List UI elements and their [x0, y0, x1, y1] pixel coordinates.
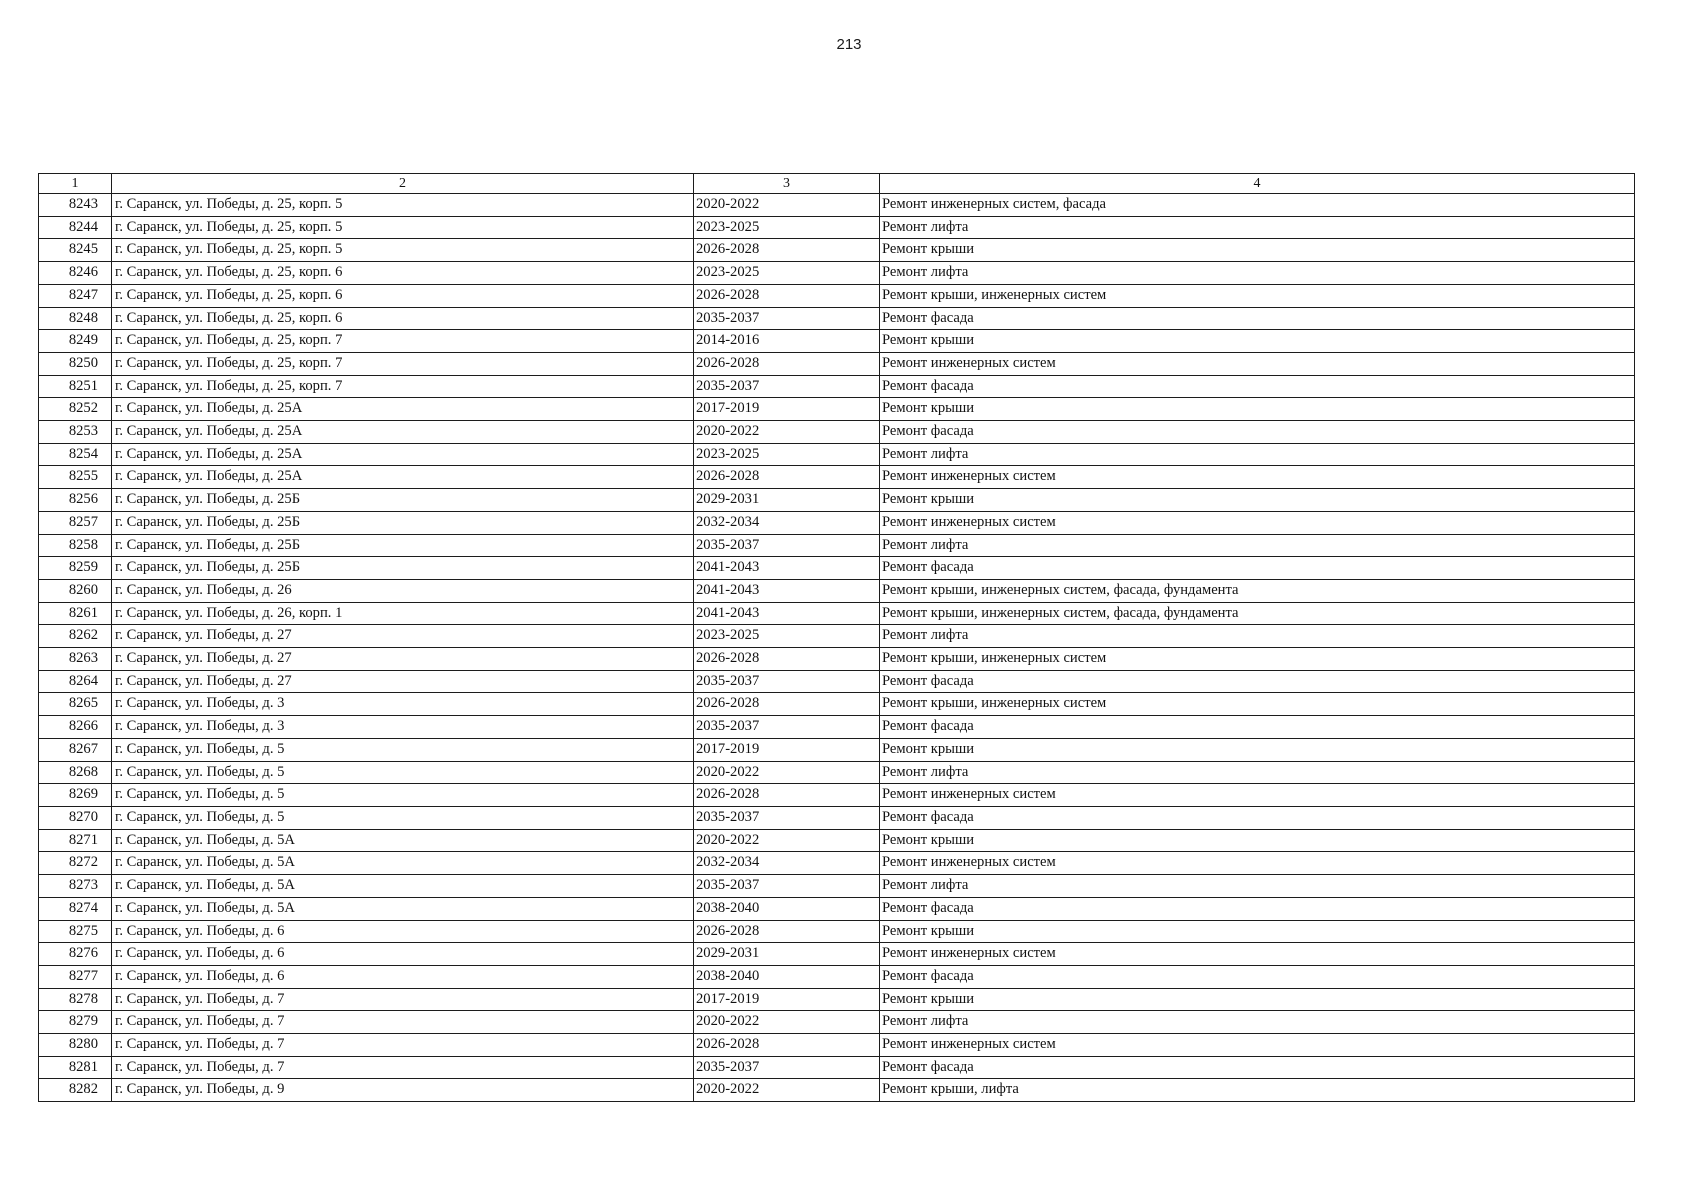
cell-number: 8252: [39, 398, 112, 421]
cell-period: 2041-2043: [694, 602, 880, 625]
cell-address: г. Саранск, ул. Победы, д. 25Б: [112, 534, 694, 557]
cell-address: г. Саранск, ул. Победы, д. 25, корп. 6: [112, 284, 694, 307]
cell-period: 2035-2037: [694, 1056, 880, 1079]
cell-number: 8258: [39, 534, 112, 557]
cell-number: 8269: [39, 784, 112, 807]
cell-work-type: Ремонт лифта: [880, 875, 1635, 898]
cell-work-type: Ремонт лифта: [880, 443, 1635, 466]
cell-period: 2029-2031: [694, 489, 880, 512]
cell-work-type: Ремонт лифта: [880, 534, 1635, 557]
cell-number: 8261: [39, 602, 112, 625]
cell-address: г. Саранск, ул. Победы, д. 25, корп. 5: [112, 216, 694, 239]
cell-work-type: Ремонт лифта: [880, 1011, 1635, 1034]
cell-address: г. Саранск, ул. Победы, д. 5А: [112, 829, 694, 852]
cell-address: г. Саранск, ул. Победы, д. 9: [112, 1079, 694, 1102]
page-number: 213: [836, 36, 862, 53]
cell-work-type: Ремонт инженерных систем: [880, 1034, 1635, 1057]
cell-work-type: Ремонт инженерных систем: [880, 466, 1635, 489]
cell-number: 8277: [39, 965, 112, 988]
cell-period: 2035-2037: [694, 875, 880, 898]
cell-work-type: Ремонт крыши, инженерных систем: [880, 284, 1635, 307]
cell-number: 8244: [39, 216, 112, 239]
table-row: [39, 806, 1635, 829]
cell-work-type: Ремонт лифта: [880, 625, 1635, 648]
table-row: [39, 557, 1635, 580]
cell-period: 2020-2022: [694, 761, 880, 784]
cell-number: 8265: [39, 693, 112, 716]
table-row: [39, 579, 1635, 602]
table-row: [39, 511, 1635, 534]
cell-period: 2032-2034: [694, 511, 880, 534]
cell-number: 8275: [39, 920, 112, 943]
cell-address: г. Саранск, ул. Победы, д. 25, корп. 7: [112, 375, 694, 398]
cell-address: г. Саранск, ул. Победы, д. 25Б: [112, 511, 694, 534]
cell-period: 2026-2028: [694, 648, 880, 671]
table-row: [39, 489, 1635, 512]
cell-period: 2020-2022: [694, 421, 880, 444]
cell-number: 8245: [39, 239, 112, 262]
cell-number: 8262: [39, 625, 112, 648]
cell-work-type: Ремонт крыши: [880, 829, 1635, 852]
cell-number: 8259: [39, 557, 112, 580]
cell-work-type: Ремонт фасада: [880, 965, 1635, 988]
register-table-container: [38, 173, 1634, 1102]
column-header-address: 2: [112, 174, 694, 194]
cell-address: г. Саранск, ул. Победы, д. 26: [112, 579, 694, 602]
cell-number: 8256: [39, 489, 112, 512]
column-header-work-type: 4: [880, 174, 1635, 194]
cell-period: 2026-2028: [694, 239, 880, 262]
cell-address: г. Саранск, ул. Победы, д. 25Б: [112, 489, 694, 512]
cell-number: 8260: [39, 579, 112, 602]
cell-number: 8243: [39, 194, 112, 217]
column-header-number: 1: [39, 174, 112, 194]
cell-period: 2038-2040: [694, 897, 880, 920]
cell-address: г. Саранск, ул. Победы, д. 6: [112, 943, 694, 966]
cell-work-type: Ремонт фасада: [880, 307, 1635, 330]
cell-work-type: Ремонт крыши: [880, 239, 1635, 262]
cell-period: 2023-2025: [694, 443, 880, 466]
cell-address: г. Саранск, ул. Победы, д. 27: [112, 648, 694, 671]
cell-period: 2026-2028: [694, 284, 880, 307]
cell-work-type: Ремонт фасада: [880, 1056, 1635, 1079]
register-table: [38, 173, 1635, 1102]
cell-period: 2020-2022: [694, 829, 880, 852]
cell-work-type: Ремонт инженерных систем: [880, 943, 1635, 966]
cell-work-type: Ремонт крыши, инженерных систем: [880, 648, 1635, 671]
cell-period: 2035-2037: [694, 534, 880, 557]
cell-number: 8274: [39, 897, 112, 920]
cell-work-type: Ремонт крыши, инженерных систем, фасада, фундамента: [880, 579, 1635, 602]
cell-period: 2017-2019: [694, 988, 880, 1011]
cell-address: г. Саранск, ул. Победы, д. 27: [112, 625, 694, 648]
cell-number: 8246: [39, 262, 112, 285]
table-row: [39, 284, 1635, 307]
cell-number: 8271: [39, 829, 112, 852]
table-row: [39, 534, 1635, 557]
table-row: [39, 1011, 1635, 1034]
cell-address: г. Саранск, ул. Победы, д. 25, корп. 6: [112, 307, 694, 330]
cell-number: 8278: [39, 988, 112, 1011]
table-row: [39, 829, 1635, 852]
table-row: [39, 920, 1635, 943]
cell-address: г. Саранск, ул. Победы, д. 6: [112, 965, 694, 988]
table-row: [39, 761, 1635, 784]
cell-period: 2035-2037: [694, 670, 880, 693]
cell-period: 2023-2025: [694, 625, 880, 648]
cell-number: 8282: [39, 1079, 112, 1102]
cell-work-type: Ремонт лифта: [880, 216, 1635, 239]
cell-period: 2020-2022: [694, 1079, 880, 1102]
cell-number: 8276: [39, 943, 112, 966]
cell-work-type: Ремонт инженерных систем: [880, 352, 1635, 375]
table-row: [39, 398, 1635, 421]
cell-number: 8281: [39, 1056, 112, 1079]
table-row: [39, 738, 1635, 761]
cell-period: 2029-2031: [694, 943, 880, 966]
cell-number: 8268: [39, 761, 112, 784]
cell-address: г. Саранск, ул. Победы, д. 25А: [112, 466, 694, 489]
cell-work-type: Ремонт крыши: [880, 398, 1635, 421]
cell-address: г. Саранск, ул. Победы, д. 25Б: [112, 557, 694, 580]
table-body: [39, 174, 1635, 1102]
table-row: [39, 852, 1635, 875]
table-row: [39, 716, 1635, 739]
cell-period: 2023-2025: [694, 216, 880, 239]
cell-period: 2017-2019: [694, 738, 880, 761]
cell-address: г. Саранск, ул. Победы, д. 5: [112, 806, 694, 829]
table-row: [39, 784, 1635, 807]
cell-number: 8266: [39, 716, 112, 739]
cell-address: г. Саранск, ул. Победы, д. 5: [112, 738, 694, 761]
cell-work-type: Ремонт фасада: [880, 716, 1635, 739]
table-row: [39, 352, 1635, 375]
table-row: [39, 443, 1635, 466]
cell-address: г. Саранск, ул. Победы, д. 25А: [112, 421, 694, 444]
cell-period: 2014-2016: [694, 330, 880, 353]
table-row: [39, 239, 1635, 262]
cell-period: 2035-2037: [694, 716, 880, 739]
cell-work-type: Ремонт крыши, инженерных систем, фасада, фундамента: [880, 602, 1635, 625]
cell-work-type: Ремонт инженерных систем, фасада: [880, 194, 1635, 217]
cell-address: г. Саранск, ул. Победы, д. 25А: [112, 398, 694, 421]
cell-period: 2026-2028: [694, 352, 880, 375]
cell-address: г. Саранск, ул. Победы, д. 25, корп. 5: [112, 239, 694, 262]
cell-number: 8257: [39, 511, 112, 534]
cell-number: 8247: [39, 284, 112, 307]
cell-work-type: Ремонт инженерных систем: [880, 852, 1635, 875]
cell-period: 2026-2028: [694, 693, 880, 716]
cell-period: 2026-2028: [694, 784, 880, 807]
table-row: [39, 875, 1635, 898]
cell-work-type: Ремонт фасада: [880, 897, 1635, 920]
cell-number: 8248: [39, 307, 112, 330]
cell-address: г. Саранск, ул. Победы, д. 7: [112, 1056, 694, 1079]
table-row: [39, 466, 1635, 489]
cell-work-type: Ремонт фасада: [880, 421, 1635, 444]
cell-address: г. Саранск, ул. Победы, д. 5А: [112, 875, 694, 898]
table-header-row: [39, 174, 1635, 194]
cell-number: 8249: [39, 330, 112, 353]
table-row: [39, 1079, 1635, 1102]
cell-address: г. Саранск, ул. Победы, д. 7: [112, 988, 694, 1011]
cell-work-type: Ремонт крыши, лифта: [880, 1079, 1635, 1102]
cell-address: г. Саранск, ул. Победы, д. 26, корп. 1: [112, 602, 694, 625]
cell-period: 2041-2043: [694, 557, 880, 580]
cell-period: 2032-2034: [694, 852, 880, 875]
cell-number: 8255: [39, 466, 112, 489]
table-row: [39, 943, 1635, 966]
cell-work-type: Ремонт крыши, инженерных систем: [880, 693, 1635, 716]
cell-period: 2026-2028: [694, 920, 880, 943]
table-row: [39, 194, 1635, 217]
table-row: [39, 216, 1635, 239]
table-row: [39, 330, 1635, 353]
cell-number: 8273: [39, 875, 112, 898]
cell-work-type: Ремонт лифта: [880, 761, 1635, 784]
table-row: [39, 965, 1635, 988]
cell-address: г. Саранск, ул. Победы, д. 5А: [112, 852, 694, 875]
cell-address: г. Саранск, ул. Победы, д. 5А: [112, 897, 694, 920]
table-row: [39, 988, 1635, 1011]
cell-address: г. Саранск, ул. Победы, д. 3: [112, 693, 694, 716]
cell-number: 8270: [39, 806, 112, 829]
cell-period: 2017-2019: [694, 398, 880, 421]
cell-address: г. Саранск, ул. Победы, д. 25, корп. 6: [112, 262, 694, 285]
table-row: [39, 648, 1635, 671]
cell-address: г. Саранск, ул. Победы, д. 7: [112, 1034, 694, 1057]
cell-work-type: Ремонт лифта: [880, 262, 1635, 285]
cell-address: г. Саранск, ул. Победы, д. 27: [112, 670, 694, 693]
cell-work-type: Ремонт инженерных систем: [880, 511, 1635, 534]
cell-work-type: Ремонт фасада: [880, 670, 1635, 693]
cell-period: 2041-2043: [694, 579, 880, 602]
cell-work-type: Ремонт крыши: [880, 489, 1635, 512]
table-row: [39, 307, 1635, 330]
table-row: [39, 625, 1635, 648]
cell-period: 2035-2037: [694, 806, 880, 829]
cell-work-type: Ремонт крыши: [880, 330, 1635, 353]
cell-number: 8279: [39, 1011, 112, 1034]
cell-work-type: Ремонт фасада: [880, 375, 1635, 398]
cell-work-type: Ремонт крыши: [880, 738, 1635, 761]
column-header-period: 3: [694, 174, 880, 194]
table-row: [39, 421, 1635, 444]
cell-address: г. Саранск, ул. Победы, д. 3: [112, 716, 694, 739]
cell-period: 2020-2022: [694, 194, 880, 217]
cell-address: г. Саранск, ул. Победы, д. 5: [112, 761, 694, 784]
cell-number: 8251: [39, 375, 112, 398]
cell-address: г. Саранск, ул. Победы, д. 5: [112, 784, 694, 807]
table-row: [39, 602, 1635, 625]
cell-address: г. Саранск, ул. Победы, д. 25, корп. 7: [112, 352, 694, 375]
cell-work-type: Ремонт крыши: [880, 920, 1635, 943]
table-row: [39, 693, 1635, 716]
cell-work-type: Ремонт фасада: [880, 806, 1635, 829]
cell-period: 2020-2022: [694, 1011, 880, 1034]
cell-number: 8253: [39, 421, 112, 444]
cell-period: 2035-2037: [694, 375, 880, 398]
cell-number: 8267: [39, 738, 112, 761]
cell-period: 2035-2037: [694, 307, 880, 330]
cell-period: 2023-2025: [694, 262, 880, 285]
cell-number: 8250: [39, 352, 112, 375]
cell-work-type: Ремонт инженерных систем: [880, 784, 1635, 807]
table-row: [39, 670, 1635, 693]
cell-address: г. Саранск, ул. Победы, д. 25, корп. 7: [112, 330, 694, 353]
cell-work-type: Ремонт крыши: [880, 988, 1635, 1011]
cell-number: 8272: [39, 852, 112, 875]
cell-address: г. Саранск, ул. Победы, д. 25, корп. 5: [112, 194, 694, 217]
cell-number: 8263: [39, 648, 112, 671]
table-row: [39, 262, 1635, 285]
cell-period: 2026-2028: [694, 1034, 880, 1057]
cell-address: г. Саранск, ул. Победы, д. 25А: [112, 443, 694, 466]
cell-address: г. Саранск, ул. Победы, д. 6: [112, 920, 694, 943]
cell-address: г. Саранск, ул. Победы, д. 7: [112, 1011, 694, 1034]
cell-period: 2026-2028: [694, 466, 880, 489]
cell-number: 8254: [39, 443, 112, 466]
table-row: [39, 375, 1635, 398]
cell-period: 2038-2040: [694, 965, 880, 988]
table-row: [39, 1056, 1635, 1079]
table-row: [39, 897, 1635, 920]
cell-number: 8280: [39, 1034, 112, 1057]
cell-work-type: Ремонт фасада: [880, 557, 1635, 580]
cell-number: 8264: [39, 670, 112, 693]
table-row: [39, 1034, 1635, 1057]
